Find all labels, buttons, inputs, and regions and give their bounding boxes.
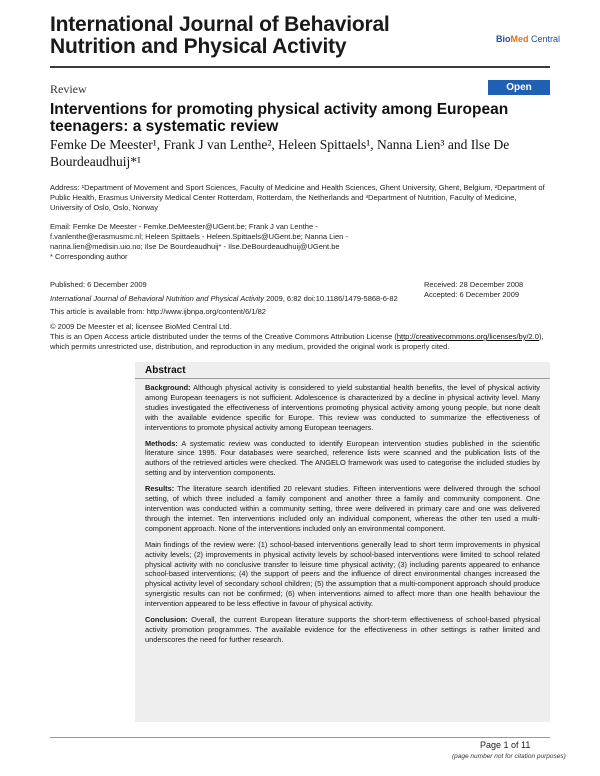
conclusion-text: Overall, the current European literature supports the short-term effectiveness of school-based physical activity promotion programmes. The available evidence for the effectiveness in other settings is rather limited and underscores the need for further research.	[145, 615, 540, 644]
journal-title-line1: International Journal of Behavioral	[50, 13, 390, 36]
header-divider	[50, 66, 550, 68]
abstract-methods	[145, 439, 540, 479]
results-text: The literature search identified 20 relevant studies. Fifteen interventions were delivered through the school setting, of which three included a family component and another three a family and community component. One intervention was conducted within a community setting, three were delivered in primary care and one was delivered through the internet. Ten interventions included only an individual component, whereas the other ten used a multi-component approach. None of the interventions included only an environmental component.	[145, 484, 540, 533]
author-list: Femke De Meester¹, Frank J van Lenthe², Heleen Spittaels¹, Nanna Lien³ and Ilse De Bourdeaudhuij*¹	[50, 137, 510, 169]
citation-line	[50, 294, 430, 304]
author-emails: Email: Femke De Meester - Femke.DeMeester@UGent.be; Frank J van Lenthe - f.vanlenthe@erasmusmc.nl; Heleen Spittaels - Heleen.Spittaels@UGent.be; Nanna Lien - nanna.lien@medisin.uio.no; Ilse De Bourdeaudhuij* - Ilse.DeBourdeaudhuij@UGent.be	[50, 222, 348, 251]
license-text-a: This is an Open Access article distributed under the terms of the Creative Commons Attribution License (	[50, 332, 397, 341]
background-text: Although physical activity is considered to yield substantial health benefits, the level of physical activity among European teenagers is not sufficient. Adolescence is characterized by a decline in physical activity level. Many studies investigated the effectiveness of interventions promoting physical activity among young people, but none dealt with the available evidence specific for Europe. This review was conducted to summarize the effectiveness of interventions to promote physical activity among European teenagers.	[145, 383, 540, 432]
abstract-background	[145, 383, 540, 433]
article-title: Interventions for promoting physical activity among European teenagers: a systematic review	[50, 101, 509, 135]
corresponding-author-note: * Corresponding author	[50, 252, 128, 261]
abstract-body	[145, 383, 540, 651]
biomed-central-logo[interactable]	[496, 34, 560, 44]
article-url[interactable]: This article is available from: http://www.ijbnpa.org/content/6/1/82	[50, 307, 266, 316]
abstract-findings: Main findings of the review were: (1) school-based interventions generally lead to short term improvements in physical activity levels; (2) improvements in physical activity levels by school-based interventions were limited to school related physical activity with no conclusive transfer to leisure time physical activity; (3) including parents appeared to enhance school-based interventions; (4) the support of peers and the influence of direct environmental changes increased the physical activity level of secondary school children; (5) the assumption that a multi-component approach should produce synergistic results can not be confirmed; (6) when interventions aimed to affect more than one health behaviour the intervention appeared to be less effective in favour of physical activity.	[145, 539, 540, 609]
results-label: Results:	[145, 484, 175, 494]
copyright-notice: © 2009 De Meester et al; licensee BioMed Central Ltd.	[50, 322, 232, 331]
abstract-conclusion	[145, 615, 540, 645]
page-number: Page 1 of 11	[480, 740, 531, 750]
logo-central: Central	[528, 34, 561, 44]
footer-divider	[50, 737, 550, 738]
abstract-divider	[135, 378, 550, 379]
open-access-badge: Open Access	[488, 80, 550, 95]
citation-journal: International Journal of Behavioral Nutrition and Physical Activity	[50, 294, 264, 303]
received-date: Received: 28 December 2008	[424, 280, 524, 289]
conclusion-label: Conclusion:	[145, 615, 188, 625]
license-text-b: ), which permits unrestricted use, distribution, and reproduction in any medium, provided the original work is properly cited.	[50, 332, 544, 351]
methods-text: A systematic review was conducted to identify European intervention studies published in the scientific literature since 1995. Four databases were searched, reference lists were scanned and the publication lists of the authors of the retrieved articles were checked. The ANGELO framework was used to categorise the included studies by setting and by intervention components.	[145, 438, 540, 478]
accepted-date: Accepted: 6 December 2009	[424, 290, 520, 299]
logo-bio: Bio	[496, 34, 511, 44]
logo-med: Med	[510, 34, 529, 44]
journal-title	[50, 14, 490, 58]
affiliations: Address: ¹Department of Movement and Sport Sciences, Faculty of Medicine and Health Sciences, Ghent University, Ghent, Belgium, ²Department of Public Health, Erasmus University Medical Center Rotterdam, Rotterdam, the Netherlands and ³Department of Nutrition, Faculty of Medicine, University of Oslo, Oslo, Norway	[50, 183, 545, 212]
license-link[interactable]: http://creativecommons.org/licenses/by/2.0	[396, 332, 539, 341]
published-date: Published: 6 December 2009	[50, 280, 147, 289]
page-note: (page number not for citation purposes)	[452, 753, 566, 760]
abstract-results	[145, 484, 540, 534]
background-label: Background:	[145, 383, 191, 392]
methods-label: Methods:	[145, 438, 178, 448]
article-type: Review	[50, 82, 87, 96]
journal-title-line2: Nutrition and Physical Activity	[50, 35, 347, 58]
citation-details: 2009, 6:82 doi:10.1186/1479-5868-6-82	[264, 294, 398, 303]
abstract-heading: Abstract	[145, 365, 186, 376]
license-notice	[50, 332, 550, 352]
